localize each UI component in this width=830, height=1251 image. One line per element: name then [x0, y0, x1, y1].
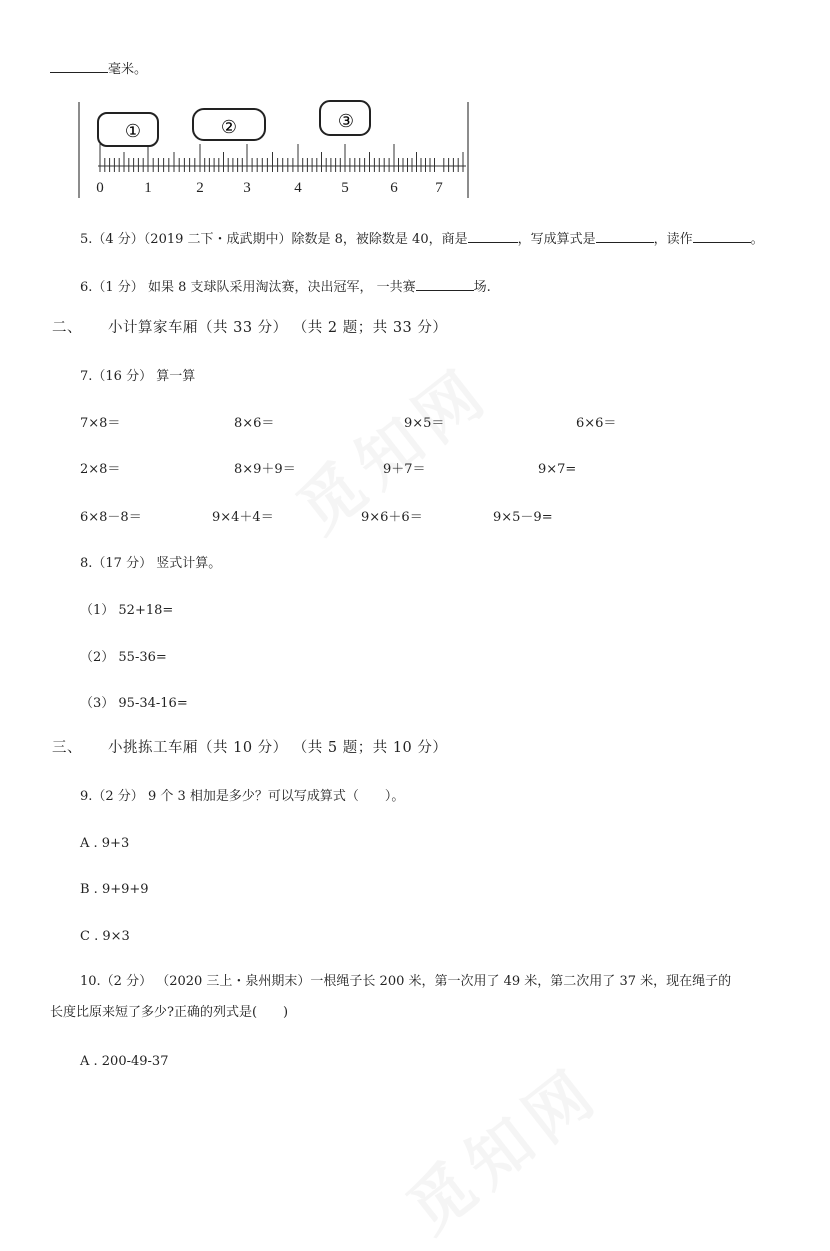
calc-item: 6×8－8＝: [80, 510, 142, 525]
calc-item: 9×5－9=: [493, 510, 553, 525]
q5-text-2: ，写成算式是: [517, 232, 596, 247]
q6-text: 6.（1 分） 如果 8 支球队采用淘汰赛，决出冠军， 一共赛: [80, 280, 416, 295]
calc-item: 9＋7＝: [383, 462, 426, 477]
ruler-block-2-label: ②: [220, 117, 238, 137]
question-8-title: 8.（17 分） 竖式计算。: [80, 556, 222, 571]
q4-answer-line: [50, 59, 147, 79]
q8-item: （3） 95-34-16=: [80, 696, 188, 711]
calc-item: 7×8＝: [80, 416, 121, 431]
answer-blank[interactable]: [50, 59, 108, 73]
calc-item: 6×6＝: [576, 416, 617, 431]
ruler-block-1-label: ①: [124, 121, 142, 141]
section-3-title: 小挑拣工车厢（共 10 分） （共 5 题；共 10 分）: [108, 740, 448, 756]
section-2-heading: [52, 319, 447, 337]
ruler-number: 1: [144, 180, 152, 196]
section-3-heading: [52, 739, 447, 757]
calc-item: 2×8＝: [80, 462, 121, 477]
watermark: [385, 1041, 617, 1250]
ruler-number: 5: [341, 180, 349, 196]
q5-text: 5.（4 分）（2019 二下・成武期中）除数是 8，被除数是 40，商是: [80, 232, 468, 247]
option-a[interactable]: A . 9+3: [80, 836, 130, 851]
answer-blank[interactable]: [693, 229, 751, 243]
answer-blank[interactable]: [596, 229, 654, 243]
ruler-number: 0: [96, 180, 104, 196]
question-10-line-2: 长度比原来短了多少?正确的列式是( ): [50, 1005, 289, 1020]
ruler-number: 4: [294, 180, 302, 196]
section-2-number: 二、: [52, 320, 82, 336]
calc-item: 9×7=: [538, 462, 577, 477]
calc-item: 9×5＝: [404, 416, 445, 431]
q5-text-3: ，读作: [653, 232, 693, 247]
question-10-line-1: 10.（2 分） （2020 三上・泉州期末）一根绳子长 200 米，第一次用了 49 米，第二次用了 37 米，现在绳子的: [80, 974, 732, 989]
calc-item: 9×6＋6＝: [361, 510, 423, 525]
calc-item: 8×6＝: [234, 416, 275, 431]
ruler-number: 2: [196, 180, 204, 196]
option-a[interactable]: A . 200-49-37: [80, 1054, 169, 1069]
ruler-block-3-label: ③: [337, 111, 355, 131]
question-5: [80, 229, 764, 249]
ruler-figure: [78, 100, 470, 202]
q5-end: 。: [750, 232, 764, 247]
option-b[interactable]: B . 9+9+9: [80, 882, 149, 897]
q8-item: （2） 55-36=: [80, 650, 167, 665]
section-2-title: 小计算家车厢（共 33 分） （共 2 题；共 33 分）: [108, 320, 448, 336]
ruler-number: 7: [435, 180, 443, 196]
section-3-number: 三、: [52, 740, 82, 756]
calc-item: 9×4＋4＝: [212, 510, 274, 525]
q6-end: 场.: [473, 280, 491, 295]
answer-blank[interactable]: [416, 277, 474, 291]
question-6: [80, 277, 491, 297]
answer-blank[interactable]: [468, 229, 518, 243]
option-c[interactable]: C . 9×3: [80, 929, 130, 944]
q8-item: （1） 52+18=: [80, 603, 174, 618]
question-7-title: 7.（16 分） 算一算: [80, 369, 196, 384]
ruler-number: 3: [243, 180, 251, 196]
q4-unit: 毫米。: [108, 62, 148, 77]
calc-item: 8×9＋9＝: [234, 462, 296, 477]
question-9-title: 9.（2 分） 9 个 3 相加是多少？可以写成算式（ ）。: [80, 789, 405, 804]
ruler-number: 6: [390, 180, 398, 196]
